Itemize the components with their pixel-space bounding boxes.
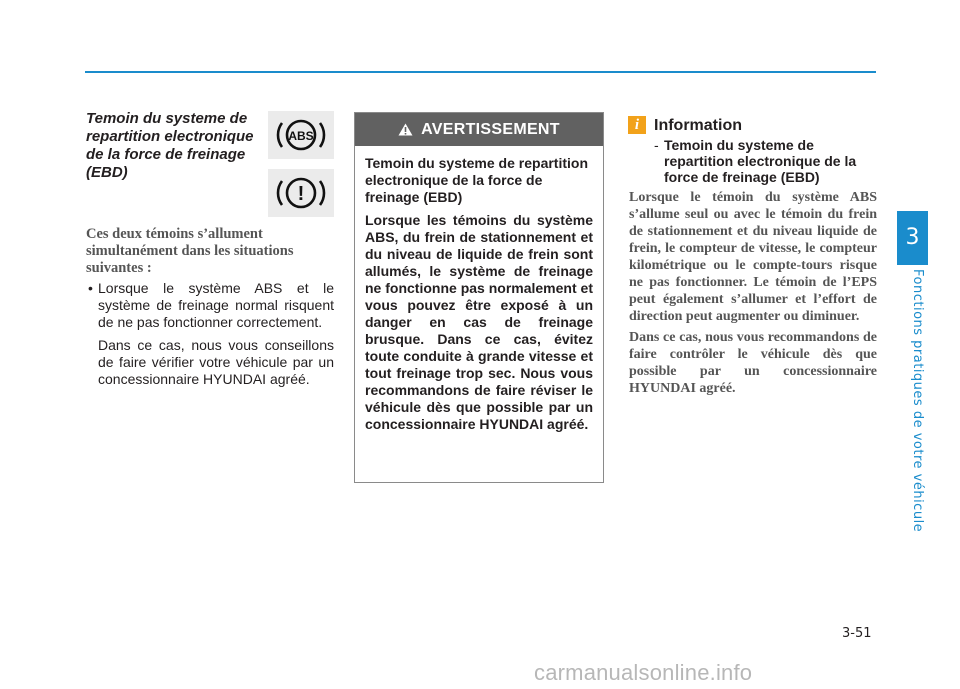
exclamation-icon-label: ! <box>297 183 305 205</box>
info-icon: i <box>628 116 646 134</box>
abs-icon-label: ABS <box>288 129 314 143</box>
bullet-item <box>86 280 334 394</box>
warning-title: Temoin du systeme de repartition electronique de la force de freinage (EBD) <box>365 155 589 205</box>
watermark: carmanualsonline.info <box>534 660 753 685</box>
warning-triangle-icon <box>398 123 413 136</box>
info-paragraph: Lorsque le témoin du système ABS s’allume seul ou avec le témoin du frein de stationnement et du niveau liquide de frein, le compteur de vitesse, le compteur kilométrique ou le compte-tours risque ne pas fonctionner. Le témoin de l’EPS peut également s’allumer et l’effort de direction peut augmenter ou diminuer. <box>629 190 877 324</box>
chapter-tab: 3 <box>897 211 928 265</box>
abs-warning-icon <box>268 111 334 159</box>
intro-paragraph: Ces deux témoins s’allument simultanément dans les situations suivantes : <box>86 226 294 276</box>
info-subtitle-text: Temoin du systeme de repartition electronique de la force de freinage (EBD) <box>664 137 857 185</box>
warning-text: Lorsque les témoins du système ABS, du frein de stationnement et du niveau de liquide de frein sont allumés, le système de freinage ne fonctionne pas normalement et vous pouvez être exposé à un danger en cas de freinage brusque. Dans ce cas, évitez toute conduite à grande vitesse et tout freinage trop sec. Nous vous recommandons de faire réviser le véhicule dès que possible par un concessionnaire HYUNDAI agréé. <box>365 212 593 432</box>
brake-exclamation-icon <box>268 169 334 217</box>
info-paragraph: Dans ce cas, nous vous recommandons de faire contrôler le véhicule dès que possible par un concessionnaire HYUNDAI agréé. <box>629 330 877 396</box>
info-body <box>629 189 877 401</box>
chapter-caption: Fonctions pratiques de votre véhicule <box>910 269 925 533</box>
bullet-text: Lorsque le système ABS et le système de freinage normal risquent de ne pas fonctionner correctement. <box>98 280 334 330</box>
info-heading: Information <box>654 117 742 134</box>
bullet-followup: Dans ce cas, nous vous conseillons de faire vérifier votre véhicule par un concessionnaire HYUNDAI agréé. <box>98 337 334 387</box>
warning-box <box>354 112 604 483</box>
page-number: 3-51 <box>842 626 872 641</box>
info-dash: - <box>654 137 659 153</box>
bullet-dot: • <box>88 280 93 296</box>
section-title: Temoin du systeme de repartition electronique de la force de freinage (EBD) <box>86 110 254 181</box>
header-rule <box>85 71 876 73</box>
info-subtitle <box>654 137 878 185</box>
warning-header-label: AVERTISSEMENT <box>421 120 560 138</box>
warning-header <box>355 113 603 146</box>
